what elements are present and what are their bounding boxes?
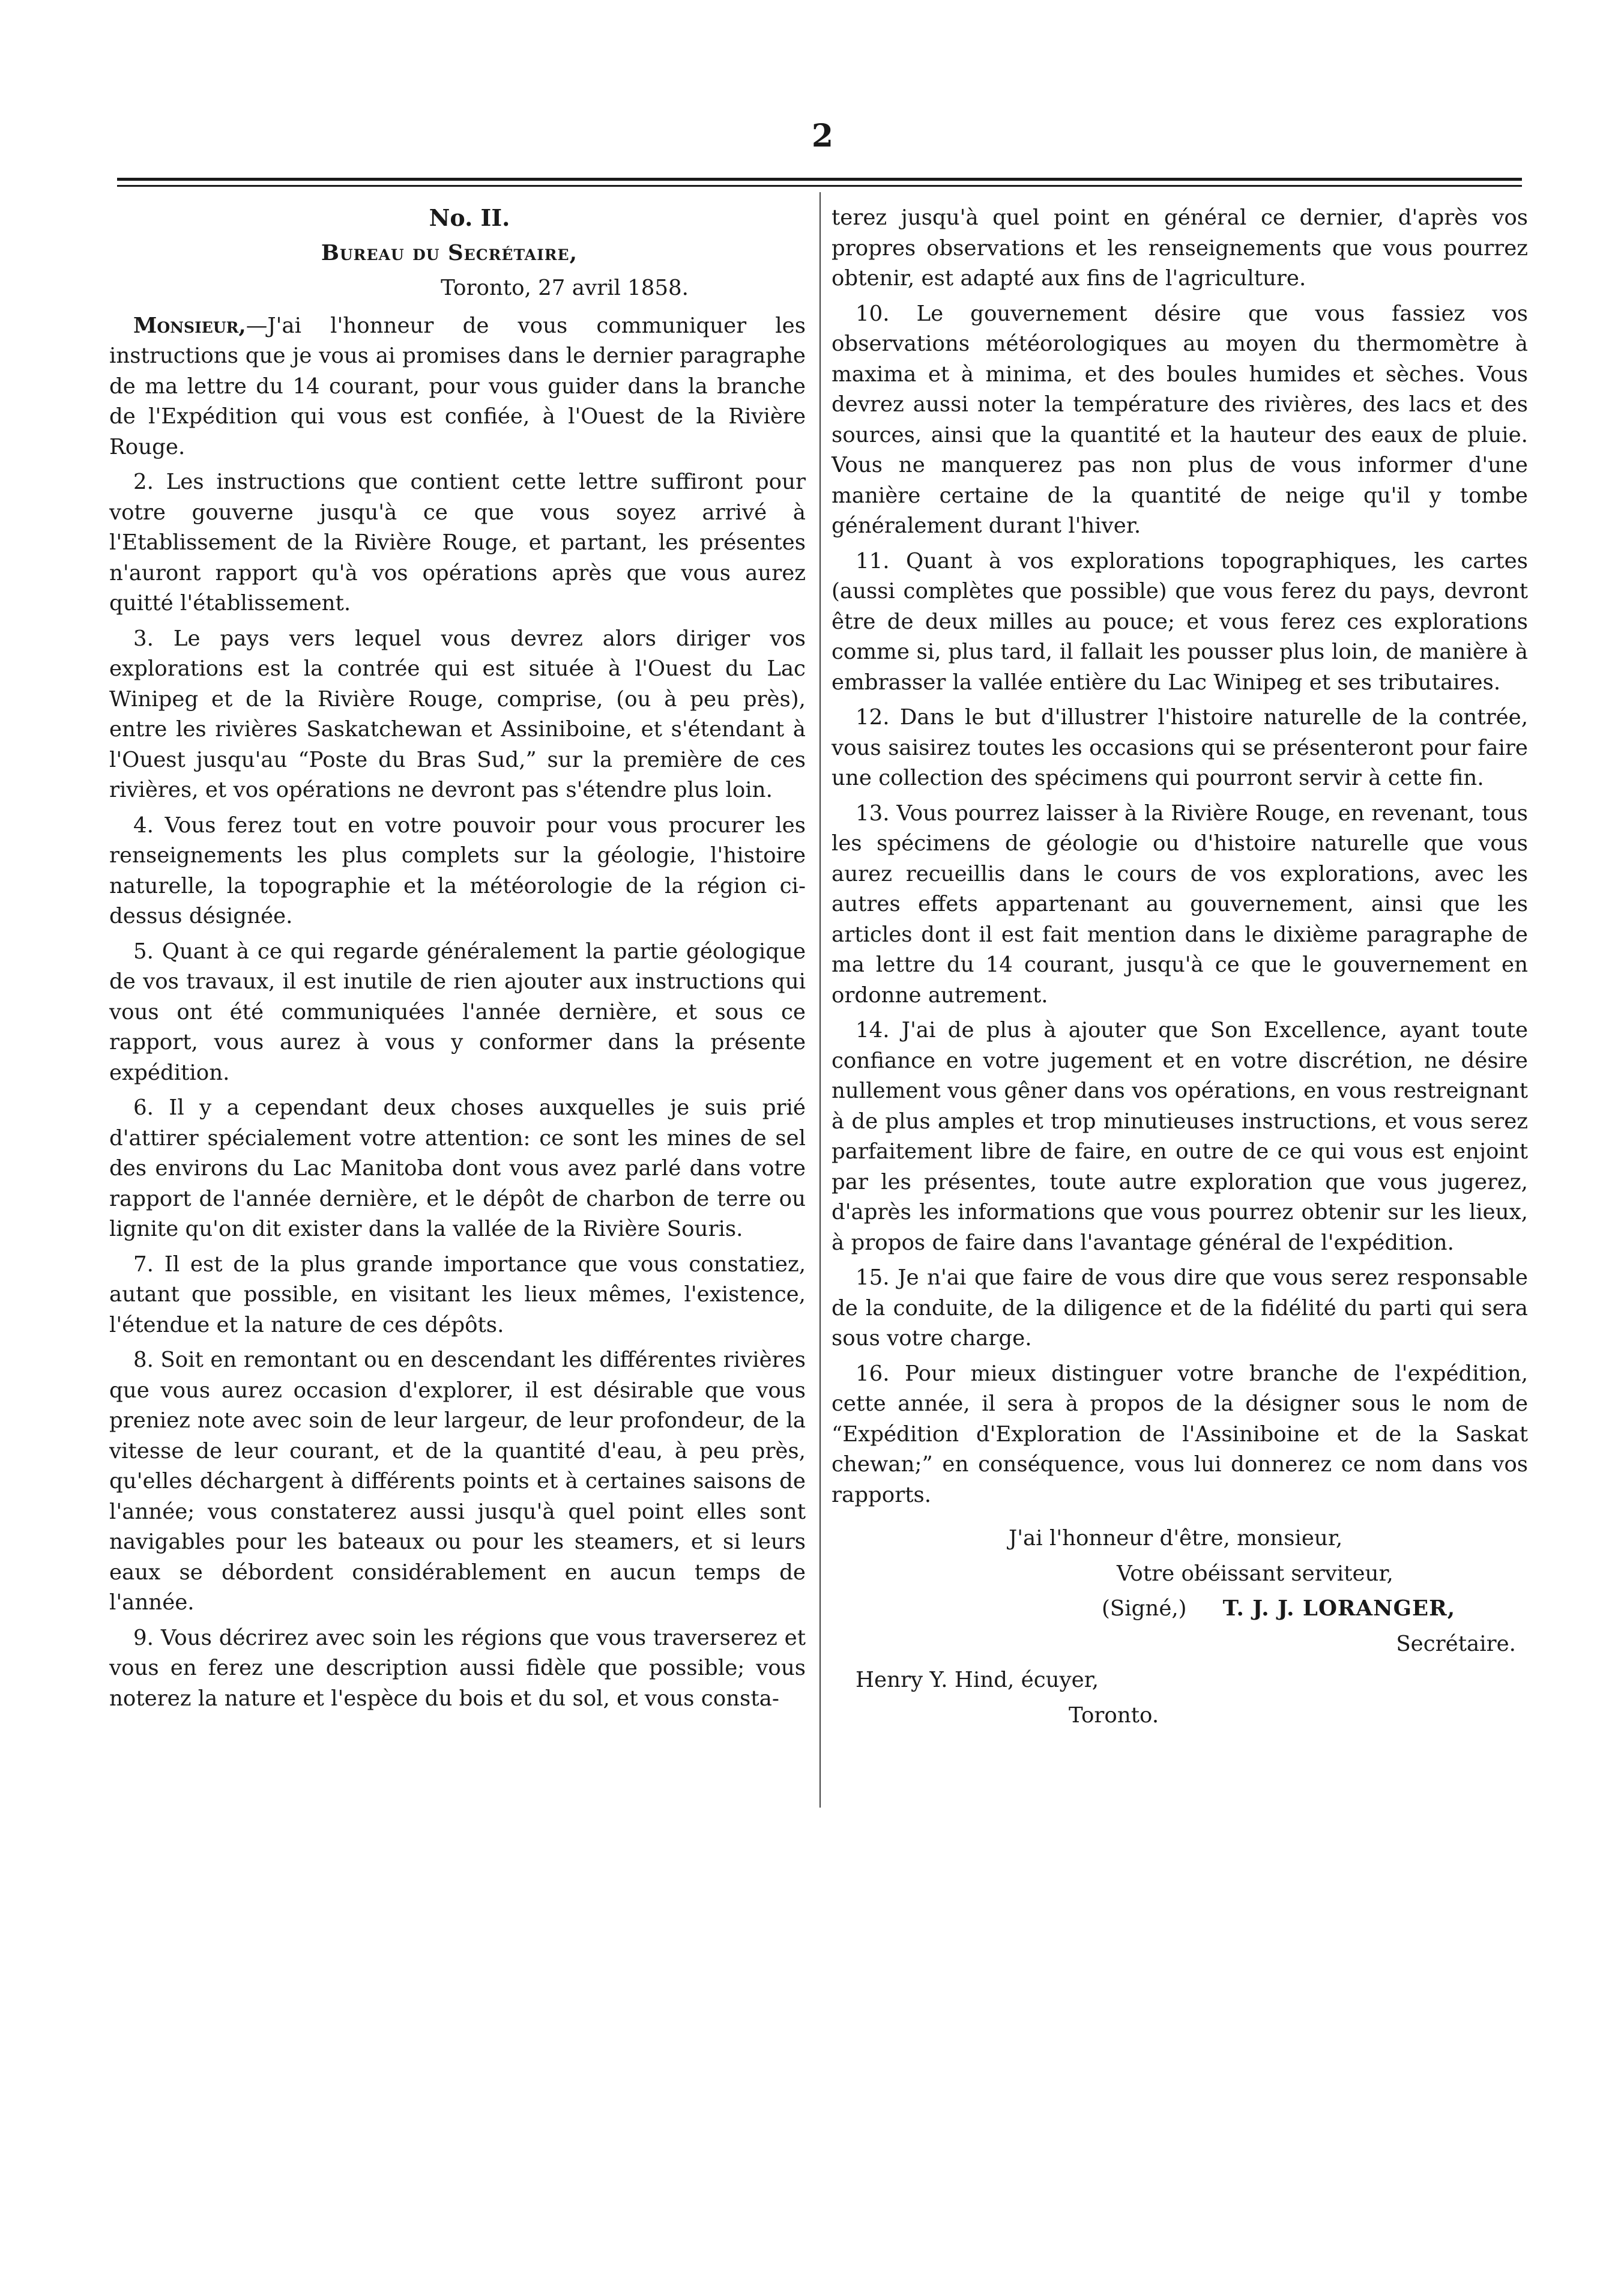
document-heading: No. II.: [429, 204, 510, 231]
signed-note: (Signé,): [1102, 1596, 1187, 1621]
paragraph-10: 10. Le gouvernement désire que vous fassiez vos observations météorologiques au moyen du thermomètre à maxima et à minima, et des boules humides et sèches. Vous devrez aussi noter la température des rivières, des lacs et des sources, ainsi que la quantité et la hauteur des eaux de pluie. Vous ne manquerez pas non plus de vous informer d'une manière certaine de la quantité de neige qu'il y tombe généralement durant l'hiver.: [832, 301, 1528, 538]
paragraph-13: 13. Vous pourrez laisser à la Rivière Rouge, en revenant, tous les spécimens de géologie ou d'histoire naturelle que vous aurez recueillis dans le cours de vos explorations, avec les autres effets appartenant au gouvernement, ainsi que les articles dont il est fait mention dans le dixième paragraphe de ma lettre du 14 courant, jusqu'à ce que le gouvernement en ordonne autrement.: [832, 801, 1528, 1008]
signer-title: Secrétaire.: [1396, 1631, 1516, 1656]
closing-line-2: Votre obéissant serviteur,: [1117, 1561, 1393, 1586]
signer-name: T. J. J. LORANGER,: [1222, 1596, 1456, 1621]
paragraph-8: 8. Soit en remontant ou en descendant les différentes rivières que vous aurez occasion d'explorer, il est désirable que vous preniez note avec soin de leur largeur, de leur profondeur, de la vitesse de leur courant, et de la quantité d'eau, à peu près, qu'elles déchargent à différents points et à certaines saisons de l'année; vous constaterez aussi jusqu'à quel point elles sont navigables pour les bateaux ou pour les steamers, et si leurs eaux se débordent considérablement en aucun temps de l'année.: [109, 1348, 806, 1615]
paragraph-1-text: —J'ai l'honneur de vous communiquer les instructions que je vous ai promises dans le dernier paragraphe de ma lettre du 14 courant, pour vous guider dans la branche de l'Expédition qui vous est confiée, à l'Ouest de la Rivière Rouge.: [109, 313, 806, 459]
letter-date: Toronto, 27 avril 1858.: [441, 276, 689, 300]
page-number: 2: [811, 118, 834, 154]
paragraph-6: 6. Il y a cependant deux choses auxquelles je suis prié d'attirer spécialement votre attention: ce sont les mines de sel des environs du Lac Manitoba dont vous avez parlé dans votre rapport de l'année dernière, et le dépôt de charbon de terre ou lignite qu'on dit exister dans la vallée de la Rivière Souris.: [109, 1095, 806, 1241]
column-divider: [820, 192, 821, 1808]
salutation: Monsieur,: [133, 313, 246, 338]
signature-line: [832, 1594, 1528, 1624]
paragraph-3: 3. Le pays vers lequel vous devrez alors diriger vos explorations est la contrée qui est située à l'Ouest du Lac Winipeg et de la Rivière Rouge, comprise, (ou à peu près), entre les rivières Saskatchewan et Assiniboine, et s'étendant à l'Ouest jusqu'au “Poste du Bras Sud,” sur la première de ces rivières, et vos opérations ne devront pas s'étendre plus loin.: [109, 626, 806, 802]
paragraph-2: 2. Les instructions que contient cette lettre suffiront pour votre gouverne jusqu'à ce que vous soyez arrivé à l'Etablissement de la Rivière Rouge, et partant, les présentes n'auront rapport qu'à vos opérations après que vous aurez quitté l'établissement.: [109, 470, 806, 616]
header-rule-thick: [117, 178, 1522, 181]
paragraph-12: 12. Dans le but d'illustrer l'histoire naturelle de la contrée, vous saisirez toutes les occasions qui se présenteront pour faire une collection des spécimens qui pourront servir à cette fin.: [832, 705, 1528, 790]
paragraph-16: 16. Pour mieux distinguer votre branche de l'expédition, cette année, il sera à propos de la désigner sous le nom de “Expédition d'Exploration de l'Assiniboine et de la Saskat chewan;” en conséquence, vous lui donnerez ce nom dans vos rapports.: [832, 1361, 1528, 1507]
paragraph-11: 11. Quant à vos explorations topographiques, les cartes (aussi complètes que possible) que vous ferez du pays, devront être de deux milles au pouce; et vous ferez ces explorations comme si, plus tard, il fallait les pousser plus loin, de manière à embrasser la vallée entière du Lac Winipeg et ses tributaires.: [832, 548, 1528, 695]
closing-line: J'ai l'honneur d'être, monsieur,: [1009, 1526, 1343, 1551]
office-name: Bureau du Secrétaire,: [321, 240, 578, 265]
paragraph-7: 7. Il est de la plus grande importance que vous constatiez, autant que possible, en visitant les lieux mêmes, l'existence, l'étendue et la nature de ces dépôts.: [109, 1251, 806, 1337]
paragraph-1: [109, 311, 806, 463]
right-column: [832, 203, 1528, 1736]
addressee: Henry Y. Hind, écuyer,: [856, 1668, 1099, 1692]
paragraph-14: 14. J'ai de plus à ajouter que Son Excellence, ayant toute confiance en votre jugement et en votre discrétion, ne désire nullement vous gêner dans vos opérations, en vous restreignant à de plus amples et trop minutieuses instructions, et vous serez parfaitement libre de faire, en outre de ce qui vous est enjoint par les présentes, toute autre exploration que vous jugerez, d'après les informations que vous pourrez obtenir sur les lieux, à propos de faire dans l'avantage général de l'expédition.: [832, 1018, 1528, 1255]
addressee-place: Toronto.: [1069, 1702, 1159, 1728]
paragraph-15: 15. Je n'ai que faire de vous dire que vous serez responsable de la conduite, de la diligence et de la fidélité du parti qui sera sous votre charge.: [832, 1265, 1528, 1351]
paragraph-9-continuation: terez jusqu'à quel point en général ce dernier, d'après vos propres observations et les renseignements que vous pourrez obtenir, est adapté aux fins de l'agriculture.: [832, 205, 1528, 291]
header-rule-thin: [117, 185, 1522, 187]
paragraph-9: 9. Vous décrirez avec soin les régions que vous traverserez et vous en ferez une description aussi fidèle que possible; vous noterez la nature et l'espèce du bois et du sol, et vous consta-: [109, 1625, 806, 1711]
left-column: [109, 203, 806, 1719]
paragraph-4: 4. Vous ferez tout en votre pouvoir pour vous procurer les renseignements les plus complets sur la géologie, l'histoire naturelle, la topographie et la météorologie de la région ci-dessus désignée.: [109, 813, 806, 928]
paragraph-5: 5. Quant à ce qui regarde généralement la partie géologique de vos travaux, il est inutile de rien ajouter aux instructions qui vous ont été communiquées l'année dernière, et sous ce rapport, vous aurez à vous y conformer dans la présente expédition.: [109, 939, 806, 1085]
